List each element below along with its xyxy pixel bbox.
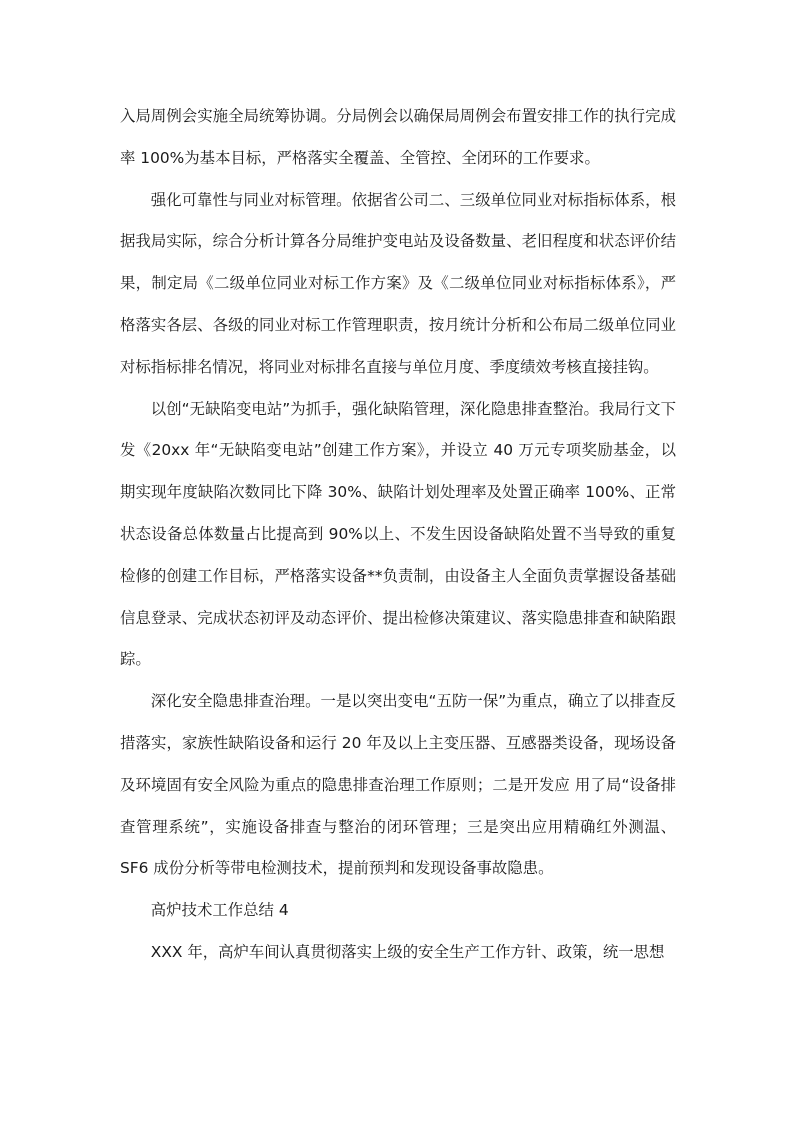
paragraph-benchmarking: 强化可靠性与同业对标管理。依据省公司二、三级单位同业对标指标体系，根据我局实际，综合分析计算各分局维护变电站及设备数量、老旧程度和状态评价结果，制定局《二级单位同业对标工作方案》及《二级单位同业对标指标体系》，严格落实各层、各级的同业对标工作管理职责，按月统计分析和公布局二级单位同业对标指标排名情况，将同业对标排名直接与单位月度、季度绩效考核直接挂钩。 [120,190,676,376]
paragraph-continuation: 入局周例会实施全局统筹协调。分局例会以确保局周例会布置安排工作的执行完成率 100%为基本目标，严格落实全覆盖、全管控、全闭环的工作要求。 [120,107,676,167]
paragraph-blast-furnace-intro: XXX 年，高炉车间认真贯彻落实上级的安全生产工作方针、政策，统一思想 [150,942,665,961]
paragraph-hazard-inspection: 深化安全隐患排查治理。一是以突出变电“五防一保”为重点，确立了以排查反措落实，家族性缺陷设备和运行 20 年及以上主变压器、互感器类设备，现场设备及环境固有安全风险为重点的隐患排查治理工作原则；二是开发应 用了局“设备排查管理系统”，实施设备排查与整治的闭环管理；三是突出应用精确红外测温、SF6 成份分析等带电检测技术，提前预判和发现设备事故隐患。 [120,692,676,878]
section-heading: 高炉技术工作总结 4 [150,901,289,920]
paragraph-defect-free-substation: 以创“无缺陷变电站”为抓手，强化缺陷管理，深化隐患排查整治。我局行文下发《20xx 年“无缺陷变电站”创建工作方案》，并设立 40 万元专项奖励基金，以期实现年度缺陷次数同比下降 30%、缺陷计划处理率及处置正确率 100%、正常状态设备总体数量占比提高到 90%以上、不发生因设备缺陷处置不当导致的重复检修的创建工作目标，严格落实设备**负责制，由设备主人全面负责掌握设备基础信息登录、完成状态初评及动态评价、提出检修决策建议、落实隐患排查和缺陷跟踪。 [120,399,676,669]
document-body [120,96,676,974]
